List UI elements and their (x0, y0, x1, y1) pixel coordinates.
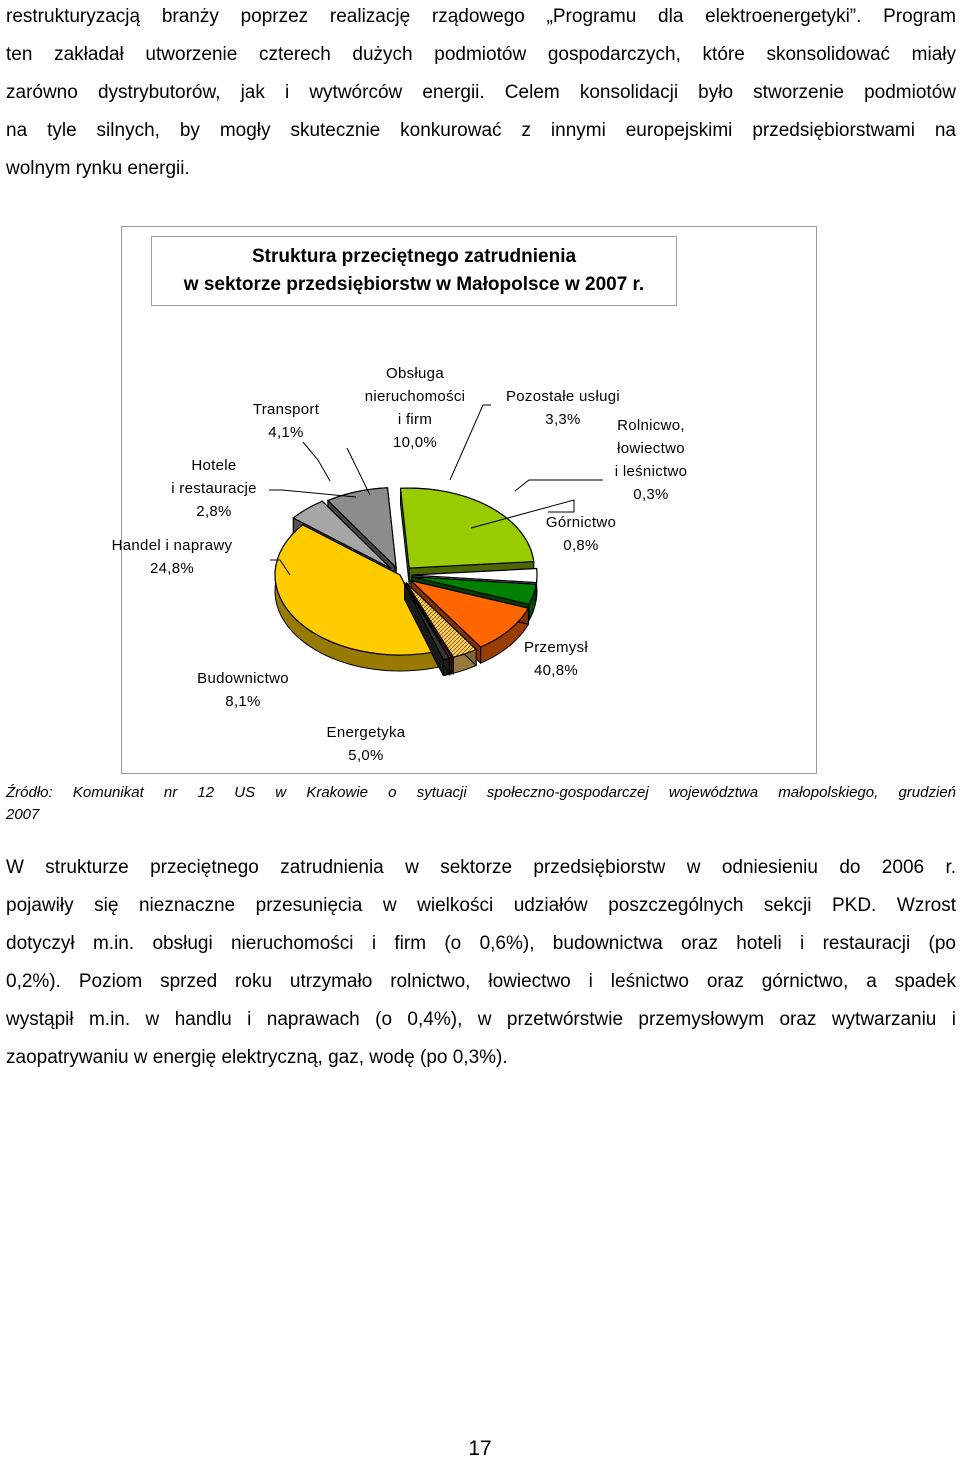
body-line: W strukturze przeciętnego zatrudnienia w sektorze przedsiębiorstw w odniesieniu do 2006 r. (6, 857, 956, 878)
slice-label-line: i leśnictwo (614, 463, 688, 480)
slice-label-line: 40,8% (533, 662, 579, 679)
slice-label-line: Handel i naprawy (111, 537, 233, 554)
slice-label-line: Hotele (191, 457, 237, 474)
source-line: Źródło: Komunikat nr 12 US w Krakowie o sytuacji społeczno-gospodarczej województwa małopolskiego, grudzień (6, 784, 956, 801)
slice-label-line: i restauracje (171, 480, 257, 497)
slice-label-line: 8,1% (225, 693, 261, 710)
slice-label (253, 401, 320, 441)
slice-label-line: 5,0% (348, 747, 384, 764)
source-note (6, 782, 956, 826)
slice-label-line: łowiectwo (617, 440, 685, 457)
intro-line: na tyle silnych, by mogły skutecznie konkurować z innymi europejskimi przedsiębiorstwami na (6, 120, 956, 141)
slice-label-line: 24,8% (149, 560, 195, 577)
chart-title-line-1: Struktura przeciętnego zatrudnienia (251, 246, 577, 267)
slice-label (546, 514, 616, 554)
slice-label-line: Rolnicwo, (617, 417, 685, 434)
intro-line: restrukturyzacją branży poprzez realizację rządowego „Programu dla elektroenergetyki”. Program (6, 6, 956, 27)
slice-label (506, 388, 620, 428)
slice-label (112, 537, 233, 577)
chart-title-line-2: w sektorze przedsiębiorstw w Małopolsce w 2007 r. (183, 274, 645, 295)
chart-title (151, 236, 677, 306)
intro-line: ten zakładał utworzenie czterech dużych podmiotów gospodarczych, które skonsolidować miały (6, 44, 956, 65)
intro-line: zarówno dystrybutorów, jak i wytwórców energii. Celem konsolidacji było stworzenie podmiotów (6, 82, 956, 103)
slice-label-line: nieruchomości (364, 388, 466, 405)
intro-line: wolnym rynku energii. (6, 158, 190, 179)
source-line: 2007 (6, 806, 40, 823)
page-number: 17 (468, 1437, 492, 1460)
slice-label-line: 3,3% (545, 411, 581, 428)
slice-label-line: Budownictwo (197, 670, 289, 687)
slice-label-line: Pozostałe usługi (505, 388, 621, 405)
body-line: wystąpił m.in. w handlu i naprawach (o 0,4%), w przetwórstwie przemysłowym oraz wytwarzaniu i (6, 1009, 956, 1030)
slice-label-line: Energetyka (326, 724, 406, 741)
pie-slice-top (400, 488, 533, 568)
body-line: dotyczył m.in. obsługi nieruchomości i firm (o 0,6%), budownictwa oraz hoteli i restauracji (po (6, 933, 956, 954)
body-line: 0,2%). Poziom sprzed roku utrzymało rolnictwo, łowiectwo i leśnictwo oraz górnictwo, a spadek (6, 971, 956, 992)
leader-line (515, 480, 603, 491)
slice-label-line: 0,8% (563, 537, 599, 554)
body-line: zaopatrywaniu w energię elektryczną, gaz, wodę (po 0,3%). (6, 1047, 508, 1068)
slice-label (197, 670, 289, 710)
slice-label-line: i firm (397, 411, 433, 428)
slice-label-line: 0,3% (633, 486, 669, 503)
body-line: pojawiły się nieznaczne przesunięcia w wielkości udziałów poszczególnych sekcji PKD. Wzrost (6, 895, 956, 916)
slice-label-line: 4,1% (268, 424, 304, 441)
slice-label (524, 639, 588, 679)
slice-label-line: 10,0% (392, 434, 438, 451)
slice-label-line: Obsługa (386, 365, 444, 382)
leader-line (303, 442, 330, 481)
slice-label-line: 2,8% (196, 503, 232, 520)
slice-label (327, 724, 406, 764)
slice-label (365, 365, 466, 451)
leader-line (347, 448, 370, 495)
body-paragraph (6, 851, 956, 1079)
slice-label-line: Przemysł (523, 639, 589, 656)
slice-label-line: Górnictwo (545, 514, 617, 531)
leader-line (450, 405, 491, 480)
slice-label (615, 417, 688, 503)
slice-label-line: Transport (252, 401, 320, 418)
leader-line (269, 490, 356, 497)
slice-label (171, 457, 257, 520)
